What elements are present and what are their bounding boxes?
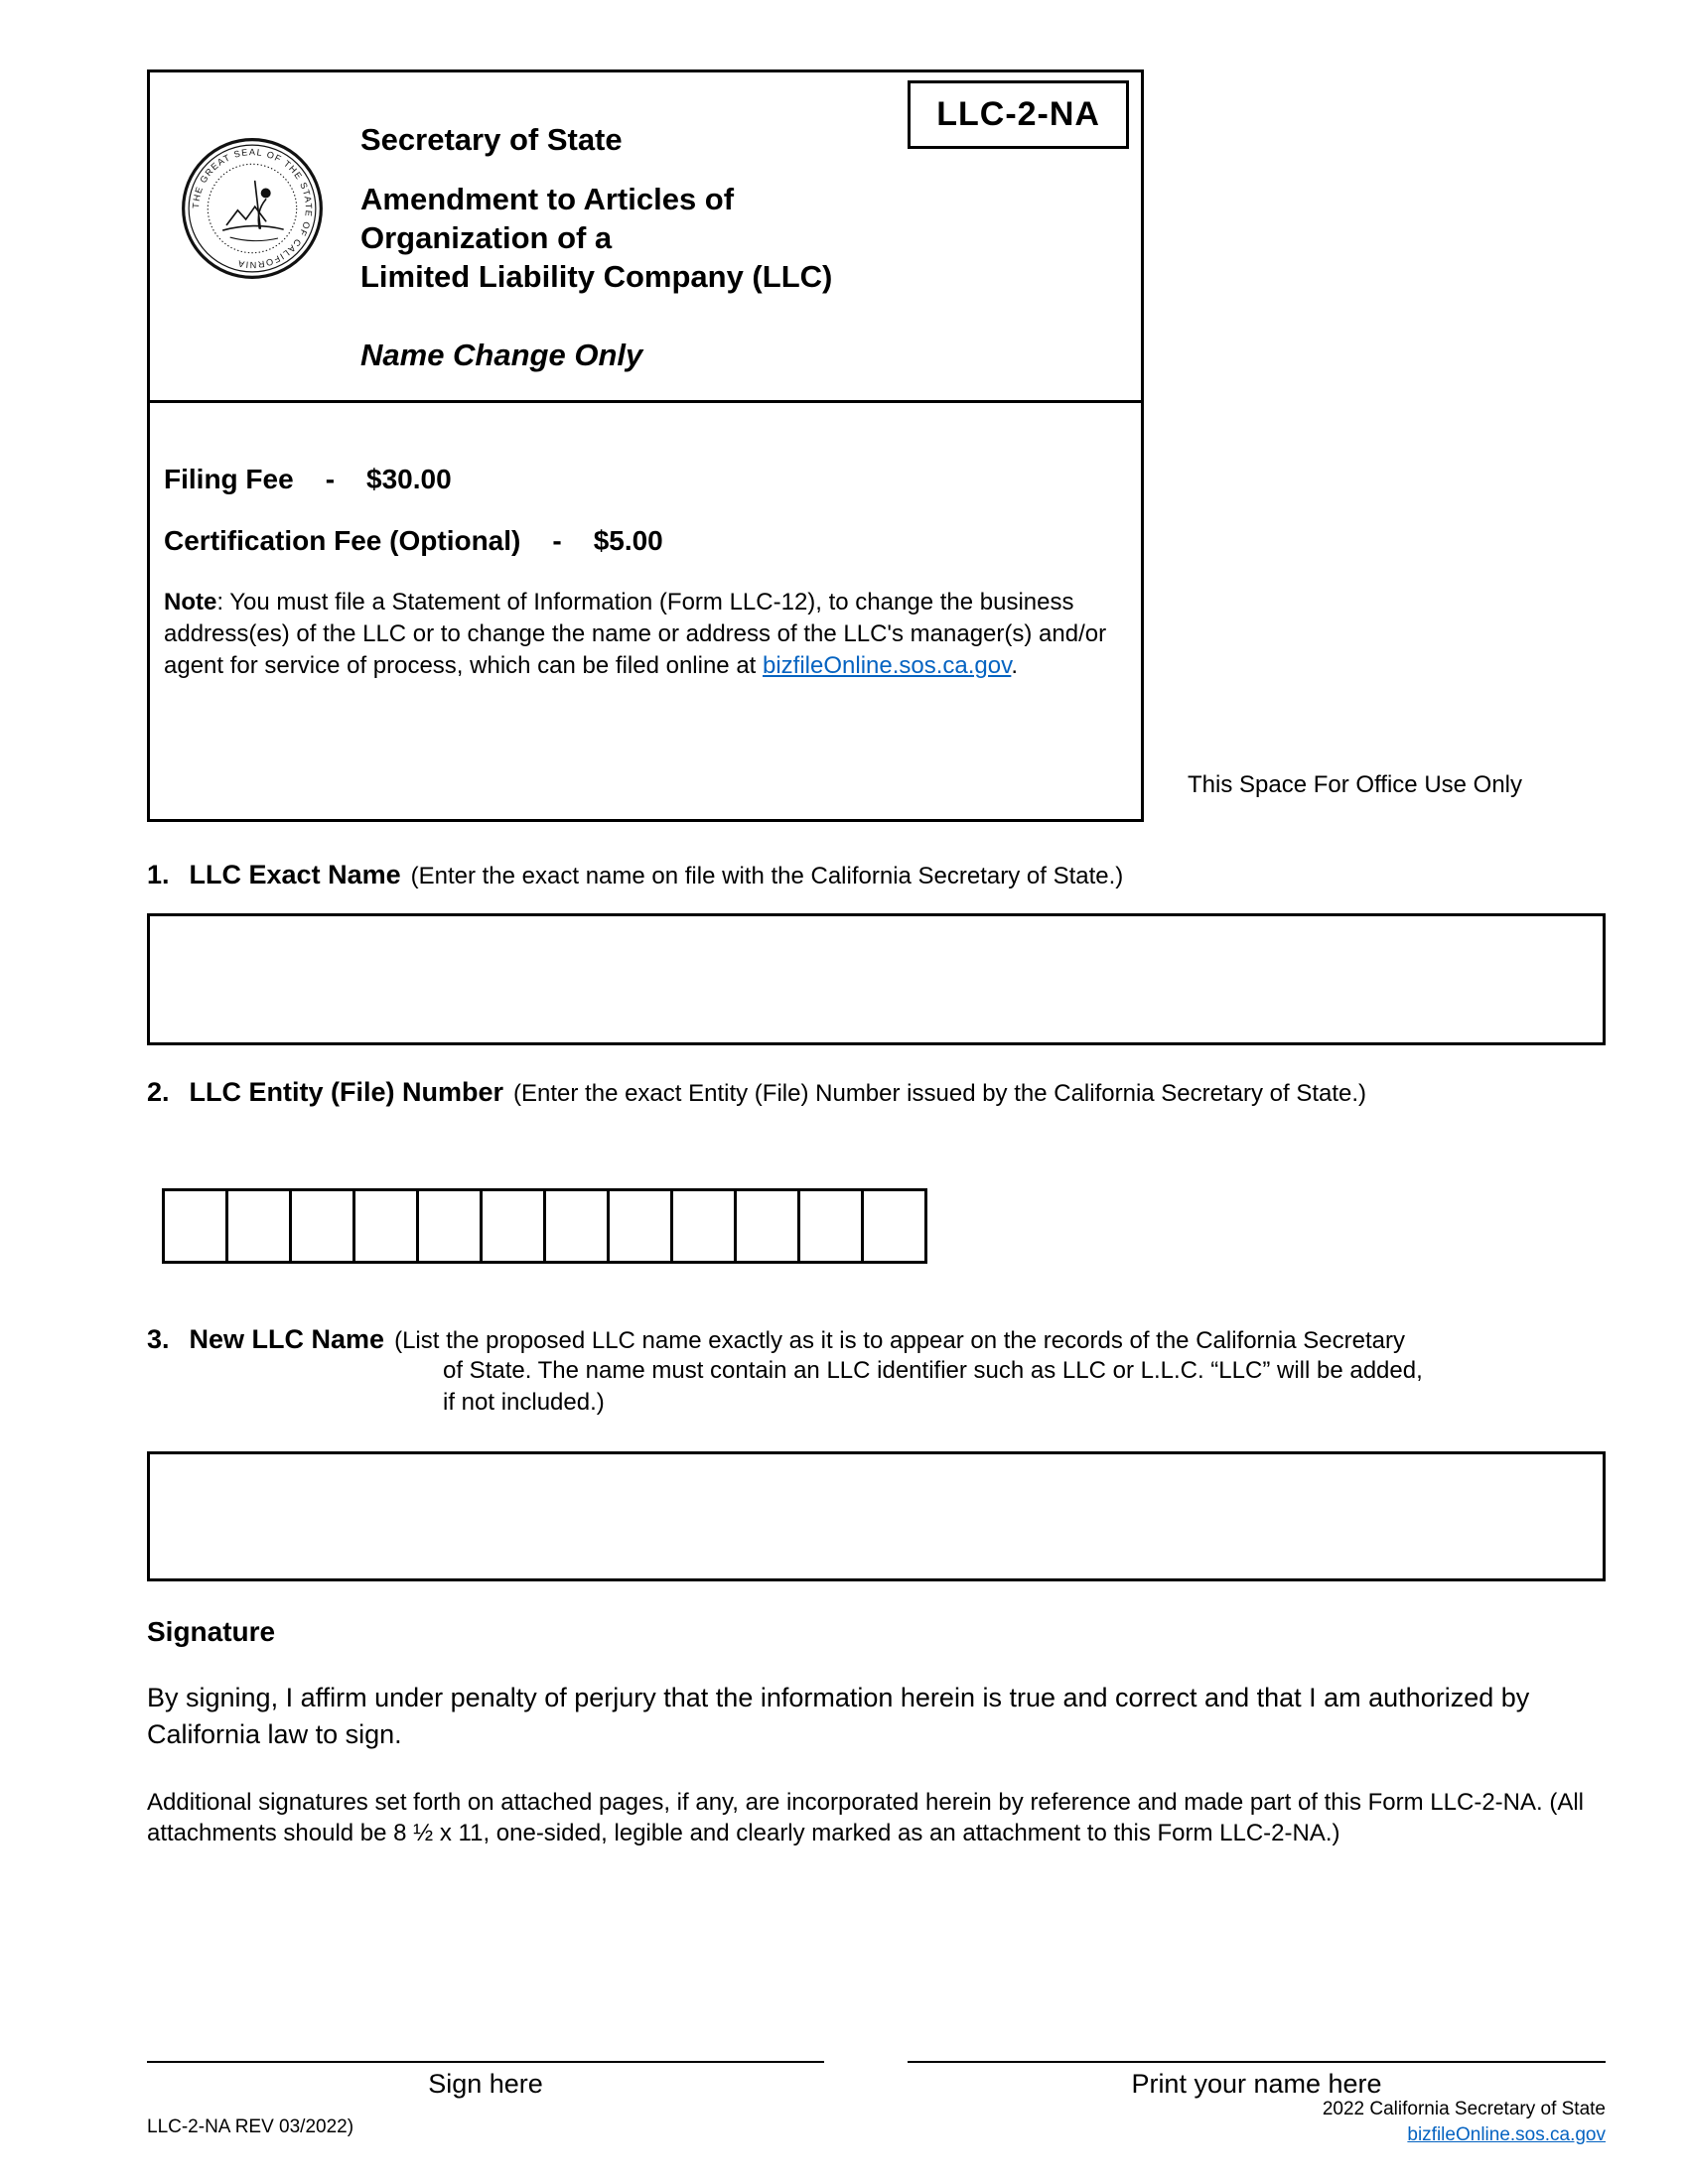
form-code-badge: [908, 80, 1129, 149]
section-3-number: 3.: [147, 1324, 170, 1354]
form-header-box: [147, 69, 1144, 822]
filing-fee-label: Filing Fee: [164, 464, 294, 494]
note-bold-prefix: Note: [164, 589, 217, 615]
svg-text:THE GREAT SEAL OF THE STATE OF: THE GREAT SEAL OF THE STATE OF CALIFORNIA: [191, 147, 314, 270]
section-3-instructions-line2: of State. The name must contain an LLC identifier such as LLC or L.L.C. “LLC” will be added,: [443, 1357, 1423, 1384]
signature-additional-text: Additional signatures set forth on attached pages, if any, are incorporated herein by reference and made part of this Form LLC-2-NA. (All attachments should be 8 ½ x 11, one-sided, legible and clearly marked as an attachment to this Form LLC-2-NA.): [147, 1789, 1584, 1846]
sign-here-line[interactable]: [147, 2061, 824, 2063]
print-name-line[interactable]: [908, 2061, 1606, 2063]
entity-number-cell[interactable]: [543, 1188, 610, 1264]
signature-affirmation: By signing, I affirm under penalty of perjury that the information herein is true and correct and that I am authorized by California law to sign.: [147, 1683, 1530, 1749]
office-use-label: This Space For Office Use Only: [1188, 771, 1523, 798]
entity-number-cell[interactable]: [416, 1188, 483, 1264]
footer-rev-label: LLC-2-NA REV 03/2022): [147, 2116, 354, 2137]
signature-heading: Signature: [147, 1616, 276, 1647]
footer-copyright: 2022 California Secretary of State: [1322, 2099, 1606, 2119]
entity-number-cell[interactable]: [797, 1188, 864, 1264]
bizfile-link[interactable]: bizfileOnline.sos.ca.gov: [763, 652, 1012, 679]
fee-separator: -: [552, 525, 562, 556]
entity-number-cell[interactable]: [607, 1188, 673, 1264]
section-3-label: [147, 1324, 1423, 1419]
section-2-number: 2.: [147, 1077, 170, 1107]
section-1-label: [147, 860, 1123, 890]
section-3-instructions-line3: if not included.): [443, 1389, 605, 1416]
form-code-text: LLC-2-NA: [936, 95, 1100, 133]
section-1-name: LLC Exact Name: [189, 860, 401, 889]
header-divider: [147, 400, 1144, 403]
llc-exact-name-field[interactable]: [147, 913, 1606, 1045]
entity-number-cells: [162, 1188, 927, 1264]
agency-title: Secretary of State: [360, 122, 623, 157]
form-subtitle: Name Change Only: [360, 338, 643, 372]
section-3-instructions-line1: (List the proposed LLC name exactly as it is to appear on the records of the California Secretary: [394, 1327, 1405, 1354]
sign-here-label: Sign here: [428, 2069, 543, 2099]
entity-number-cell[interactable]: [162, 1188, 228, 1264]
note-body: : You must file a Statement of Information (Form LLC-12), to change the business address(es) of the LLC or to change the name or address of the LLC's manager(s) and/or agent for service of process, which can be filed online at: [164, 589, 1107, 679]
section-3-name: New LLC Name: [189, 1324, 385, 1354]
filing-fee-line: [164, 462, 663, 497]
entity-number-cell[interactable]: [734, 1188, 800, 1264]
note-suffix: .: [1011, 652, 1019, 679]
entity-number-cell[interactable]: [670, 1188, 737, 1264]
certification-fee-line: [164, 523, 663, 559]
new-llc-name-field[interactable]: [147, 1451, 1606, 1581]
section-2-name: LLC Entity (File) Number: [189, 1077, 504, 1107]
form-title-line-2: Organization of a: [360, 220, 613, 255]
form-title-line-1: Amendment to Articles of: [360, 182, 735, 216]
form-title-line-3: Limited Liability Company (LLC): [360, 259, 833, 294]
entity-number-cell[interactable]: [289, 1188, 355, 1264]
section-1-number: 1.: [147, 860, 170, 889]
cert-fee-label: Certification Fee (Optional): [164, 525, 521, 556]
california-state-seal-icon: [180, 136, 325, 281]
entity-number-cell[interactable]: [225, 1188, 292, 1264]
entity-number-cell[interactable]: [352, 1188, 419, 1264]
fees-block: [164, 462, 663, 585]
filing-note: [164, 587, 1109, 682]
form-titles: [360, 122, 832, 373]
section-2-label: [147, 1077, 1366, 1108]
entity-number-cell[interactable]: [861, 1188, 927, 1264]
section-1-instructions: (Enter the exact name on file with the California Secretary of State.): [410, 863, 1124, 889]
cert-fee-amount: $5.00: [593, 525, 663, 556]
fee-separator: -: [325, 464, 336, 494]
footer-right-block: [1323, 2097, 1606, 2148]
entity-number-cell[interactable]: [480, 1188, 546, 1264]
filing-fee-amount: $30.00: [366, 464, 452, 494]
print-name-label: Print your name here: [1131, 2069, 1382, 2099]
footer-bizfile-link[interactable]: bizfileOnline.sos.ca.gov: [1407, 2124, 1606, 2145]
section-2-instructions: (Enter the exact Entity (File) Number issued by the California Secretary of State.): [513, 1080, 1367, 1107]
